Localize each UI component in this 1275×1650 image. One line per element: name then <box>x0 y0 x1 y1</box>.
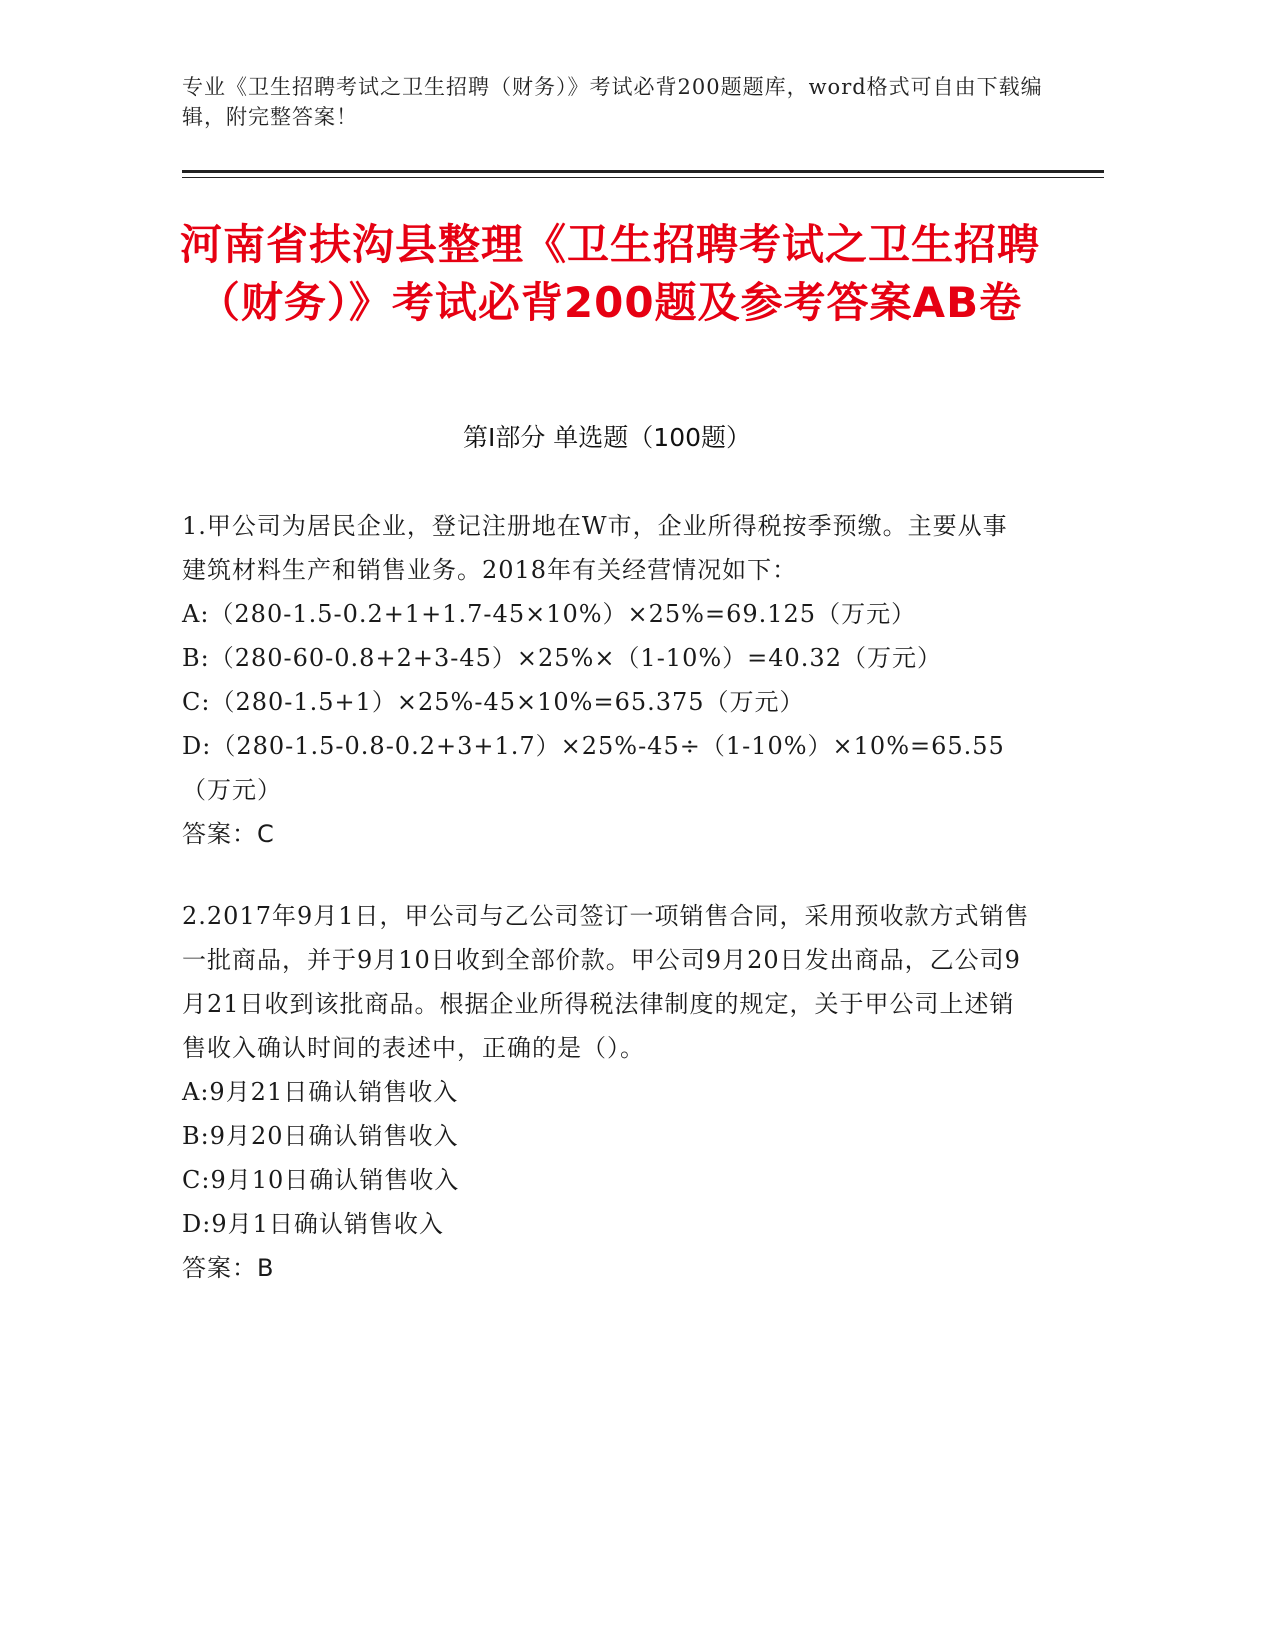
question-1 <box>182 504 1032 856</box>
document-title: 河南省扶沟县整理《卫生招聘考试之卫生招聘（财务）》考试必背200题及参考答案AB卷 <box>179 220 1040 327</box>
answer: 答案：C <box>182 820 275 848</box>
question-stem: 1.甲公司为居民企业，登记注册地在W市，企业所得税按季预缴。主要从事建筑材料生产和销售业务。2018年有关经营情况如下： <box>182 512 1008 584</box>
header-intro: 专业《卫生招聘考试之卫生招聘（财务）》考试必背200题题库，word格式可自由下载编辑，附完整答案！ <box>182 75 1043 129</box>
option-a: A:（280-1.5-0.2+1+1.7-45×10%）×25%=69.125（万元） <box>182 600 917 628</box>
option-c: C:（280-1.5+1）×25%-45×10%=65.375（万元） <box>182 688 805 716</box>
option-b: B:（280-60-0.8+2+3-45）×25%×（1-10%）=40.32（万元） <box>182 644 942 672</box>
header-rule-thick <box>182 170 1104 173</box>
option-c: C:9月10日确认销售收入 <box>182 1166 460 1194</box>
option-b: B:9月20日确认销售收入 <box>182 1122 459 1150</box>
section-heading: 第Ⅰ部分 单选题（100题） <box>462 423 752 452</box>
option-d: D:（280-1.5-0.8-0.2+3+1.7）×25%-45÷（1-10%）×10%=65.55（万元） <box>182 732 1005 804</box>
option-d: D:9月1日确认销售收入 <box>182 1210 444 1238</box>
answer: 答案：B <box>182 1254 275 1282</box>
option-a: A:9月21日确认销售收入 <box>182 1078 459 1106</box>
header-rule-thin <box>182 177 1104 178</box>
question-stem: 2.2017年9月1日，甲公司与乙公司签订一项销售合同，采用预收款方式销售一批商品，并于9月10日收到全部价款。甲公司9月20日发出商品，乙公司9月21日收到该批商品。根据企业所得税法律制度的规定，关于甲公司上述销售收入确认时间的表述中，正确的是（）。 <box>182 902 1030 1062</box>
question-2 <box>182 894 1032 1290</box>
